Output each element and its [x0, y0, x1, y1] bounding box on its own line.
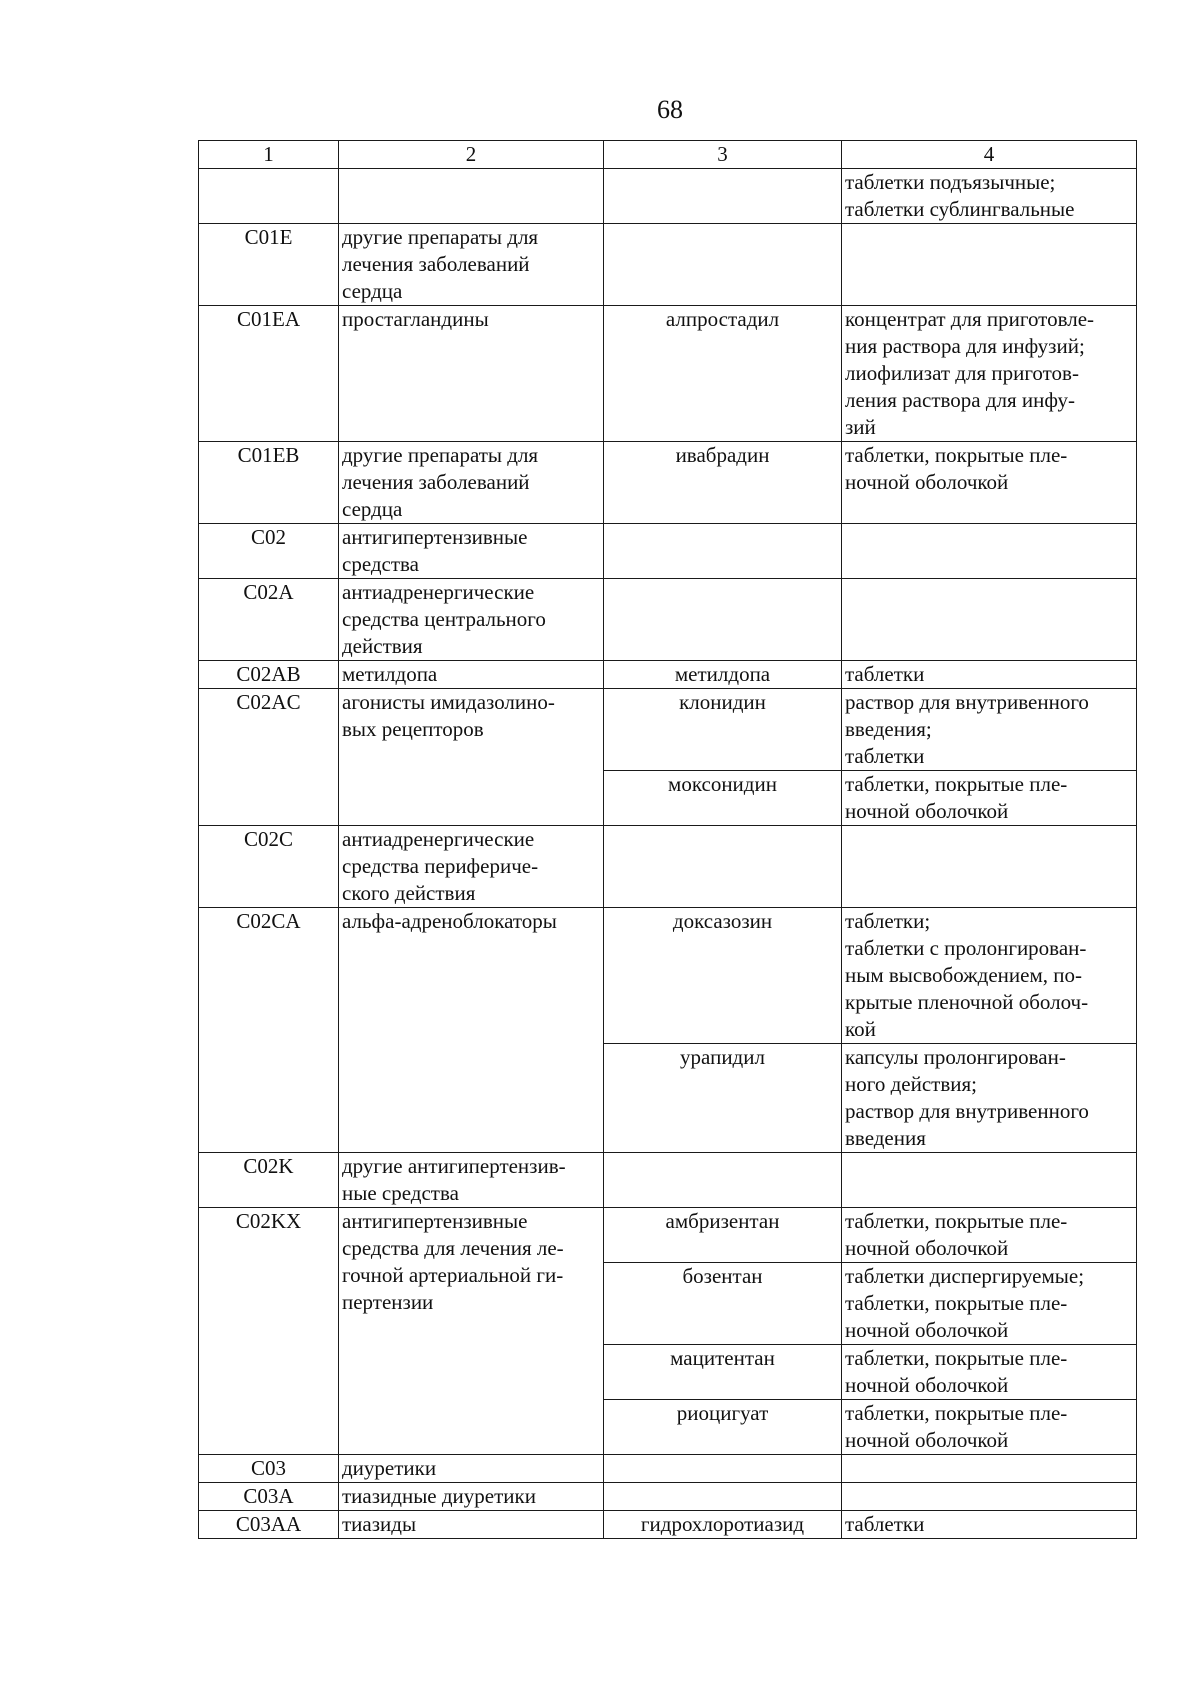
- atc-group-line: вых рецепторов: [342, 717, 484, 741]
- atc-group-cell: [339, 1208, 604, 1455]
- dosage-form-line: введения;: [845, 717, 932, 741]
- dosage-form-line: таблетки, покрытые пле-: [845, 1291, 1068, 1315]
- atc-group-cell: [339, 1483, 604, 1511]
- dosage-form-cell: [842, 771, 1137, 826]
- drug-name-cell: моксонидин: [604, 771, 842, 826]
- atc-group-line: тиазидные диуретики: [342, 1484, 536, 1508]
- drug-name-cell: ивабрадин: [604, 442, 842, 524]
- atc-group-line: пертензии: [342, 1290, 434, 1314]
- dosage-form-line: таблетки, покрытые пле-: [845, 443, 1068, 467]
- page-number: 68: [657, 95, 683, 124]
- dosage-form-cell: [842, 224, 1137, 306]
- dosage-form-line: ления раствора для инфу-: [845, 388, 1075, 412]
- atc-code-cell: C02K: [199, 1153, 339, 1208]
- atc-group-line: гочной артериальной ги-: [342, 1263, 564, 1287]
- atc-group-line: средства для лечения ле-: [342, 1236, 564, 1260]
- table-row: [199, 1455, 1137, 1483]
- dosage-form-cell: [842, 689, 1137, 771]
- dosage-form-line: ным высвобождением, по-: [845, 963, 1082, 987]
- table-body: [199, 169, 1137, 1539]
- dosage-form-line: введения: [845, 1126, 926, 1150]
- table-row: [199, 524, 1137, 579]
- atc-group-line: сердца: [342, 279, 403, 303]
- dosage-form-line: крытые пленочной оболоч-: [845, 990, 1089, 1014]
- dosage-form-line: ночной оболочкой: [845, 799, 1009, 823]
- drug-name-cell: [604, 1483, 842, 1511]
- dosage-form-line: таблетки, покрытые пле-: [845, 1209, 1068, 1233]
- dosage-form-line: таблетки: [845, 662, 925, 686]
- atc-group-line: диуретики: [342, 1456, 437, 1480]
- dosage-form-cell: [842, 1455, 1137, 1483]
- dosage-form-line: таблетки с пролонгирован-: [845, 936, 1087, 960]
- atc-group-line: средства: [342, 552, 420, 576]
- table-row: [199, 826, 1137, 908]
- dosage-form-line: таблетки;: [845, 909, 931, 933]
- dosage-form-line: ночной оболочкой: [845, 470, 1009, 494]
- drug-name-cell: урапидил: [604, 1044, 842, 1153]
- atc-group-line: антигипертензивные: [342, 1209, 528, 1233]
- atc-code-cell: C01EA: [199, 306, 339, 442]
- header-row: [199, 141, 1137, 169]
- atc-group-cell: [339, 579, 604, 661]
- drug-name-cell: метилдопа: [604, 661, 842, 689]
- table-row: [199, 689, 1137, 771]
- dosage-form-cell: [842, 1400, 1137, 1455]
- atc-code-cell: C02AB: [199, 661, 339, 689]
- drug-name-cell: гидрохлоротиазид: [604, 1511, 842, 1539]
- drug-name-cell: [604, 1153, 842, 1208]
- atc-group-line: другие препараты для: [342, 443, 539, 467]
- table-row: [199, 1483, 1137, 1511]
- table-row: [199, 579, 1137, 661]
- column-header-3: 3: [604, 141, 842, 169]
- dosage-form-cell: [842, 1044, 1137, 1153]
- drug-name-cell: [604, 224, 842, 306]
- drug-table: [198, 140, 1137, 1539]
- drug-name-cell: алпростадил: [604, 306, 842, 442]
- atc-group-line: средства перифериче-: [342, 854, 539, 878]
- atc-group-line: действия: [342, 634, 423, 658]
- dosage-form-line: ночной оболочкой: [845, 1373, 1009, 1397]
- atc-code-cell: C03AA: [199, 1511, 339, 1539]
- atc-group-line: сердца: [342, 497, 403, 521]
- dosage-form-cell: [842, 1208, 1137, 1263]
- atc-code-cell: C01EB: [199, 442, 339, 524]
- atc-code-cell: C02AC: [199, 689, 339, 826]
- dosage-form-line: таблетки подъязычные;: [845, 170, 1056, 194]
- atc-code-cell: C03: [199, 1455, 339, 1483]
- dosage-form-line: раствор для внутривенного: [845, 690, 1089, 714]
- dosage-form-cell: [842, 442, 1137, 524]
- dosage-form-line: таблетки: [845, 1512, 925, 1536]
- atc-group-line: лечения заболеваний: [342, 470, 530, 494]
- drug-name-cell: [604, 826, 842, 908]
- table-row: [199, 306, 1137, 442]
- dosage-form-cell: [842, 1345, 1137, 1400]
- atc-group-line: ского действия: [342, 881, 476, 905]
- dosage-form-cell: [842, 661, 1137, 689]
- dosage-form-cell: [842, 908, 1137, 1044]
- drug-name-cell: амбризентан: [604, 1208, 842, 1263]
- atc-code-cell: C02C: [199, 826, 339, 908]
- drug-name-cell: [604, 169, 842, 224]
- atc-group-line: другие антигипертензив-: [342, 1154, 566, 1178]
- dosage-form-line: ночной оболочкой: [845, 1428, 1009, 1452]
- dosage-form-cell: [842, 1263, 1137, 1345]
- table-header: [199, 141, 1137, 169]
- dosage-form-cell: [842, 524, 1137, 579]
- atc-group-cell: [339, 908, 604, 1153]
- dosage-form-line: зий: [845, 415, 876, 439]
- dosage-form-line: ния раствора для инфузий;: [845, 334, 1085, 358]
- dosage-form-line: таблетки: [845, 744, 925, 768]
- dosage-form-line: таблетки диспергируемые;: [845, 1264, 1085, 1288]
- atc-group-cell: [339, 689, 604, 826]
- dosage-form-line: ночной оболочкой: [845, 1236, 1009, 1260]
- dosage-form-line: раствор для внутривенного: [845, 1099, 1089, 1123]
- table-row: [199, 1511, 1137, 1539]
- drug-name-cell: риоцигуат: [604, 1400, 842, 1455]
- dosage-form-cell: [842, 826, 1137, 908]
- atc-group-line: лечения заболеваний: [342, 252, 530, 276]
- dosage-form-cell: [842, 1153, 1137, 1208]
- atc-group-cell: [339, 1511, 604, 1539]
- dosage-form-cell: [842, 1483, 1137, 1511]
- table-row: [199, 908, 1137, 1044]
- column-header-1: 1: [199, 141, 339, 169]
- atc-code-cell: [199, 169, 339, 224]
- column-header-4: 4: [842, 141, 1137, 169]
- atc-code-cell: C02A: [199, 579, 339, 661]
- dosage-form-line: таблетки, покрытые пле-: [845, 1401, 1068, 1425]
- atc-group-cell: [339, 524, 604, 579]
- drug-name-cell: доксазозин: [604, 908, 842, 1044]
- table-row: [199, 169, 1137, 224]
- table-row: [199, 442, 1137, 524]
- column-header-2: 2: [339, 141, 604, 169]
- atc-group-cell: [339, 826, 604, 908]
- dosage-form-line: концентрат для приготовле-: [845, 307, 1095, 331]
- atc-code-cell: C02: [199, 524, 339, 579]
- dosage-form-line: таблетки сублингвальные: [845, 197, 1075, 221]
- atc-group-line: простагландины: [342, 307, 489, 331]
- drug-name-cell: [604, 579, 842, 661]
- atc-group-line: агонисты имидазолино-: [342, 690, 555, 714]
- dosage-form-line: лиофилизат для приготов-: [845, 361, 1079, 385]
- atc-group-cell: [339, 224, 604, 306]
- table-row: [199, 1153, 1137, 1208]
- atc-group-cell: [339, 442, 604, 524]
- atc-group-line: антиадренергические: [342, 827, 535, 851]
- dosage-form-line: кой: [845, 1017, 876, 1041]
- dosage-form-cell: [842, 306, 1137, 442]
- dosage-form-line: таблетки, покрытые пле-: [845, 772, 1068, 796]
- dosage-form-cell: [842, 579, 1137, 661]
- atc-group-cell: [339, 169, 604, 224]
- atc-group-cell: [339, 661, 604, 689]
- atc-group-line: средства центрального: [342, 607, 546, 631]
- dosage-form-line: таблетки, покрытые пле-: [845, 1346, 1068, 1370]
- atc-code-cell: C02KX: [199, 1208, 339, 1455]
- atc-group-line: тиазиды: [342, 1512, 417, 1536]
- dosage-form-line: ного действия;: [845, 1072, 977, 1096]
- drug-name-cell: мацитентан: [604, 1345, 842, 1400]
- atc-group-line: антигипертензивные: [342, 525, 528, 549]
- dosage-form-line: ночной оболочкой: [845, 1318, 1009, 1342]
- atc-group-line: альфа-адреноблокаторы: [342, 909, 557, 933]
- dosage-form-cell: [842, 1511, 1137, 1539]
- atc-group-cell: [339, 306, 604, 442]
- atc-group-line: антиадренергические: [342, 580, 535, 604]
- atc-group-line: ные средства: [342, 1181, 459, 1205]
- dosage-form-cell: [842, 169, 1137, 224]
- drug-name-cell: [604, 524, 842, 579]
- table-row: [199, 224, 1137, 306]
- atc-group-cell: [339, 1153, 604, 1208]
- table-row: [199, 1208, 1137, 1263]
- table-row: [199, 661, 1137, 689]
- atc-group-line: метилдопа: [342, 662, 438, 686]
- atc-code-cell: C02CA: [199, 908, 339, 1153]
- drug-name-cell: клонидин: [604, 689, 842, 771]
- dosage-form-line: капсулы пролонгирован-: [845, 1045, 1066, 1069]
- atc-group-line: другие препараты для: [342, 225, 539, 249]
- drug-name-cell: бозентан: [604, 1263, 842, 1345]
- drug-name-cell: [604, 1455, 842, 1483]
- atc-code-cell: C03A: [199, 1483, 339, 1511]
- atc-code-cell: C01E: [199, 224, 339, 306]
- atc-group-cell: [339, 1455, 604, 1483]
